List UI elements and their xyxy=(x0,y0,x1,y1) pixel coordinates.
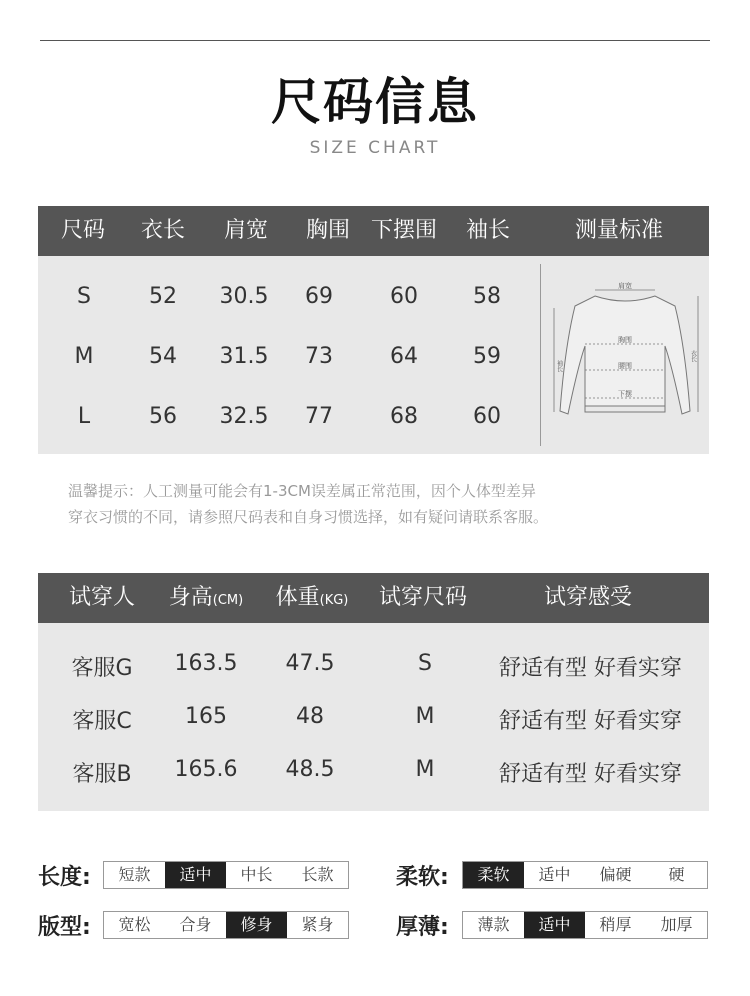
col-person: 试穿人 xyxy=(68,585,135,610)
col-measure: 测量标准 xyxy=(574,218,663,243)
cell-height: 165 xyxy=(185,704,227,729)
cell-size: M xyxy=(74,344,94,369)
cell-chest: 77 xyxy=(305,404,333,429)
garment-measure-diagram xyxy=(550,266,700,446)
cell-feel: 舒适有型 好看实穿 xyxy=(499,762,682,787)
diagram-label-hem: 下摆 xyxy=(618,390,632,398)
col-height-unit: (CM) xyxy=(212,593,244,608)
page-subtitle: SIZE CHART xyxy=(309,138,441,158)
diagram-label-sleeve: 袖长 xyxy=(555,360,563,372)
col-weight-label: 体重 xyxy=(275,585,320,610)
cell-weight: 48.5 xyxy=(285,757,335,782)
cell-height: 163.5 xyxy=(174,651,238,676)
cell-fit-size: S xyxy=(418,651,432,676)
fit-option: 合身 xyxy=(165,912,226,938)
softness-scale xyxy=(462,861,708,889)
cell-length: 52 xyxy=(149,284,177,309)
fit-option: 紧身 xyxy=(287,912,348,938)
cell-shoulder: 30.5 xyxy=(219,284,269,309)
tip-line-1: 温馨提示：人工测量可能会有1-3CM误差属正常范围，因个人体型差异 xyxy=(68,482,536,500)
cell-shoulder: 32.5 xyxy=(219,404,269,429)
fit-option: 宽松 xyxy=(104,912,165,938)
cell-sleeve: 58 xyxy=(473,284,501,309)
col-chest: 胸围 xyxy=(305,218,350,243)
fit-scale xyxy=(103,911,349,939)
col-height xyxy=(156,573,256,623)
size-table xyxy=(38,206,709,454)
col-sleeve: 袖长 xyxy=(465,218,510,243)
cell-fit-size: M xyxy=(415,757,435,782)
thickness-option: 加厚 xyxy=(646,912,707,938)
softness-option: 适中 xyxy=(524,862,585,888)
cell-person: 客服G xyxy=(71,656,133,681)
top-divider xyxy=(40,40,710,41)
cell-chest: 69 xyxy=(305,284,333,309)
size-table-header xyxy=(38,206,709,256)
diagram-label-length: 衣长 xyxy=(689,350,697,362)
cell-hem: 68 xyxy=(390,404,418,429)
col-height-label: 身高 xyxy=(168,585,213,610)
col-size: 尺码 xyxy=(60,218,105,243)
cell-person: 客服B xyxy=(72,762,132,787)
col-shoulder: 肩宽 xyxy=(223,218,268,243)
length-option: 长款 xyxy=(287,862,348,888)
diagram-label-waist: 腰围 xyxy=(618,362,632,370)
cell-hem: 64 xyxy=(390,344,418,369)
length-option: 适中 xyxy=(165,862,226,888)
col-hem: 下摆围 xyxy=(370,218,437,243)
cell-shoulder: 31.5 xyxy=(219,344,269,369)
fitting-table xyxy=(38,573,709,811)
fit-label: 版型: xyxy=(38,915,91,940)
thickness-option: 稍厚 xyxy=(585,912,646,938)
length-option: 中长 xyxy=(226,862,287,888)
cell-chest: 73 xyxy=(305,344,333,369)
table-divider xyxy=(540,264,541,446)
fit-option: 修身 xyxy=(226,912,287,938)
col-length: 衣长 xyxy=(140,218,185,243)
tip-line-2: 穿衣习惯的不同，请参照尺码表和自身习惯选择，如有疑问请联系客服。 xyxy=(68,508,549,526)
length-scale xyxy=(103,861,349,889)
fitting-table-header xyxy=(38,573,709,623)
softness-option: 柔软 xyxy=(463,862,524,888)
cell-length: 54 xyxy=(149,344,177,369)
cell-person: 客服C xyxy=(72,709,132,734)
col-feel: 试穿感受 xyxy=(543,585,632,610)
cell-length: 56 xyxy=(149,404,177,429)
thickness-scale xyxy=(462,911,708,939)
length-option: 短款 xyxy=(104,862,165,888)
diagram-label-shoulder: 肩宽 xyxy=(618,282,632,290)
cell-feel: 舒适有型 好看实穿 xyxy=(499,709,682,734)
thickness-option: 适中 xyxy=(524,912,585,938)
cell-fit-size: M xyxy=(415,704,435,729)
cell-sleeve: 59 xyxy=(473,344,501,369)
cell-height: 165.6 xyxy=(174,757,238,782)
page-title: 尺码信息 xyxy=(271,73,479,131)
col-weight-unit: (KG) xyxy=(319,593,349,608)
length-label: 长度: xyxy=(38,865,91,890)
diagram-label-chest: 胸围 xyxy=(618,336,632,344)
cell-weight: 47.5 xyxy=(285,651,335,676)
col-weight xyxy=(262,573,362,623)
thickness-label: 厚薄: xyxy=(396,915,449,940)
softness-label: 柔软: xyxy=(396,865,449,890)
softness-option: 偏硬 xyxy=(585,862,646,888)
col-fit-size: 试穿尺码 xyxy=(378,585,467,610)
softness-option: 硬 xyxy=(646,862,707,888)
cell-size: L xyxy=(77,404,91,429)
cell-size: S xyxy=(77,284,91,309)
cell-hem: 60 xyxy=(390,284,418,309)
cell-feel: 舒适有型 好看实穿 xyxy=(499,656,682,681)
cell-sleeve: 60 xyxy=(473,404,501,429)
thickness-option: 薄款 xyxy=(463,912,524,938)
cell-weight: 48 xyxy=(296,704,324,729)
